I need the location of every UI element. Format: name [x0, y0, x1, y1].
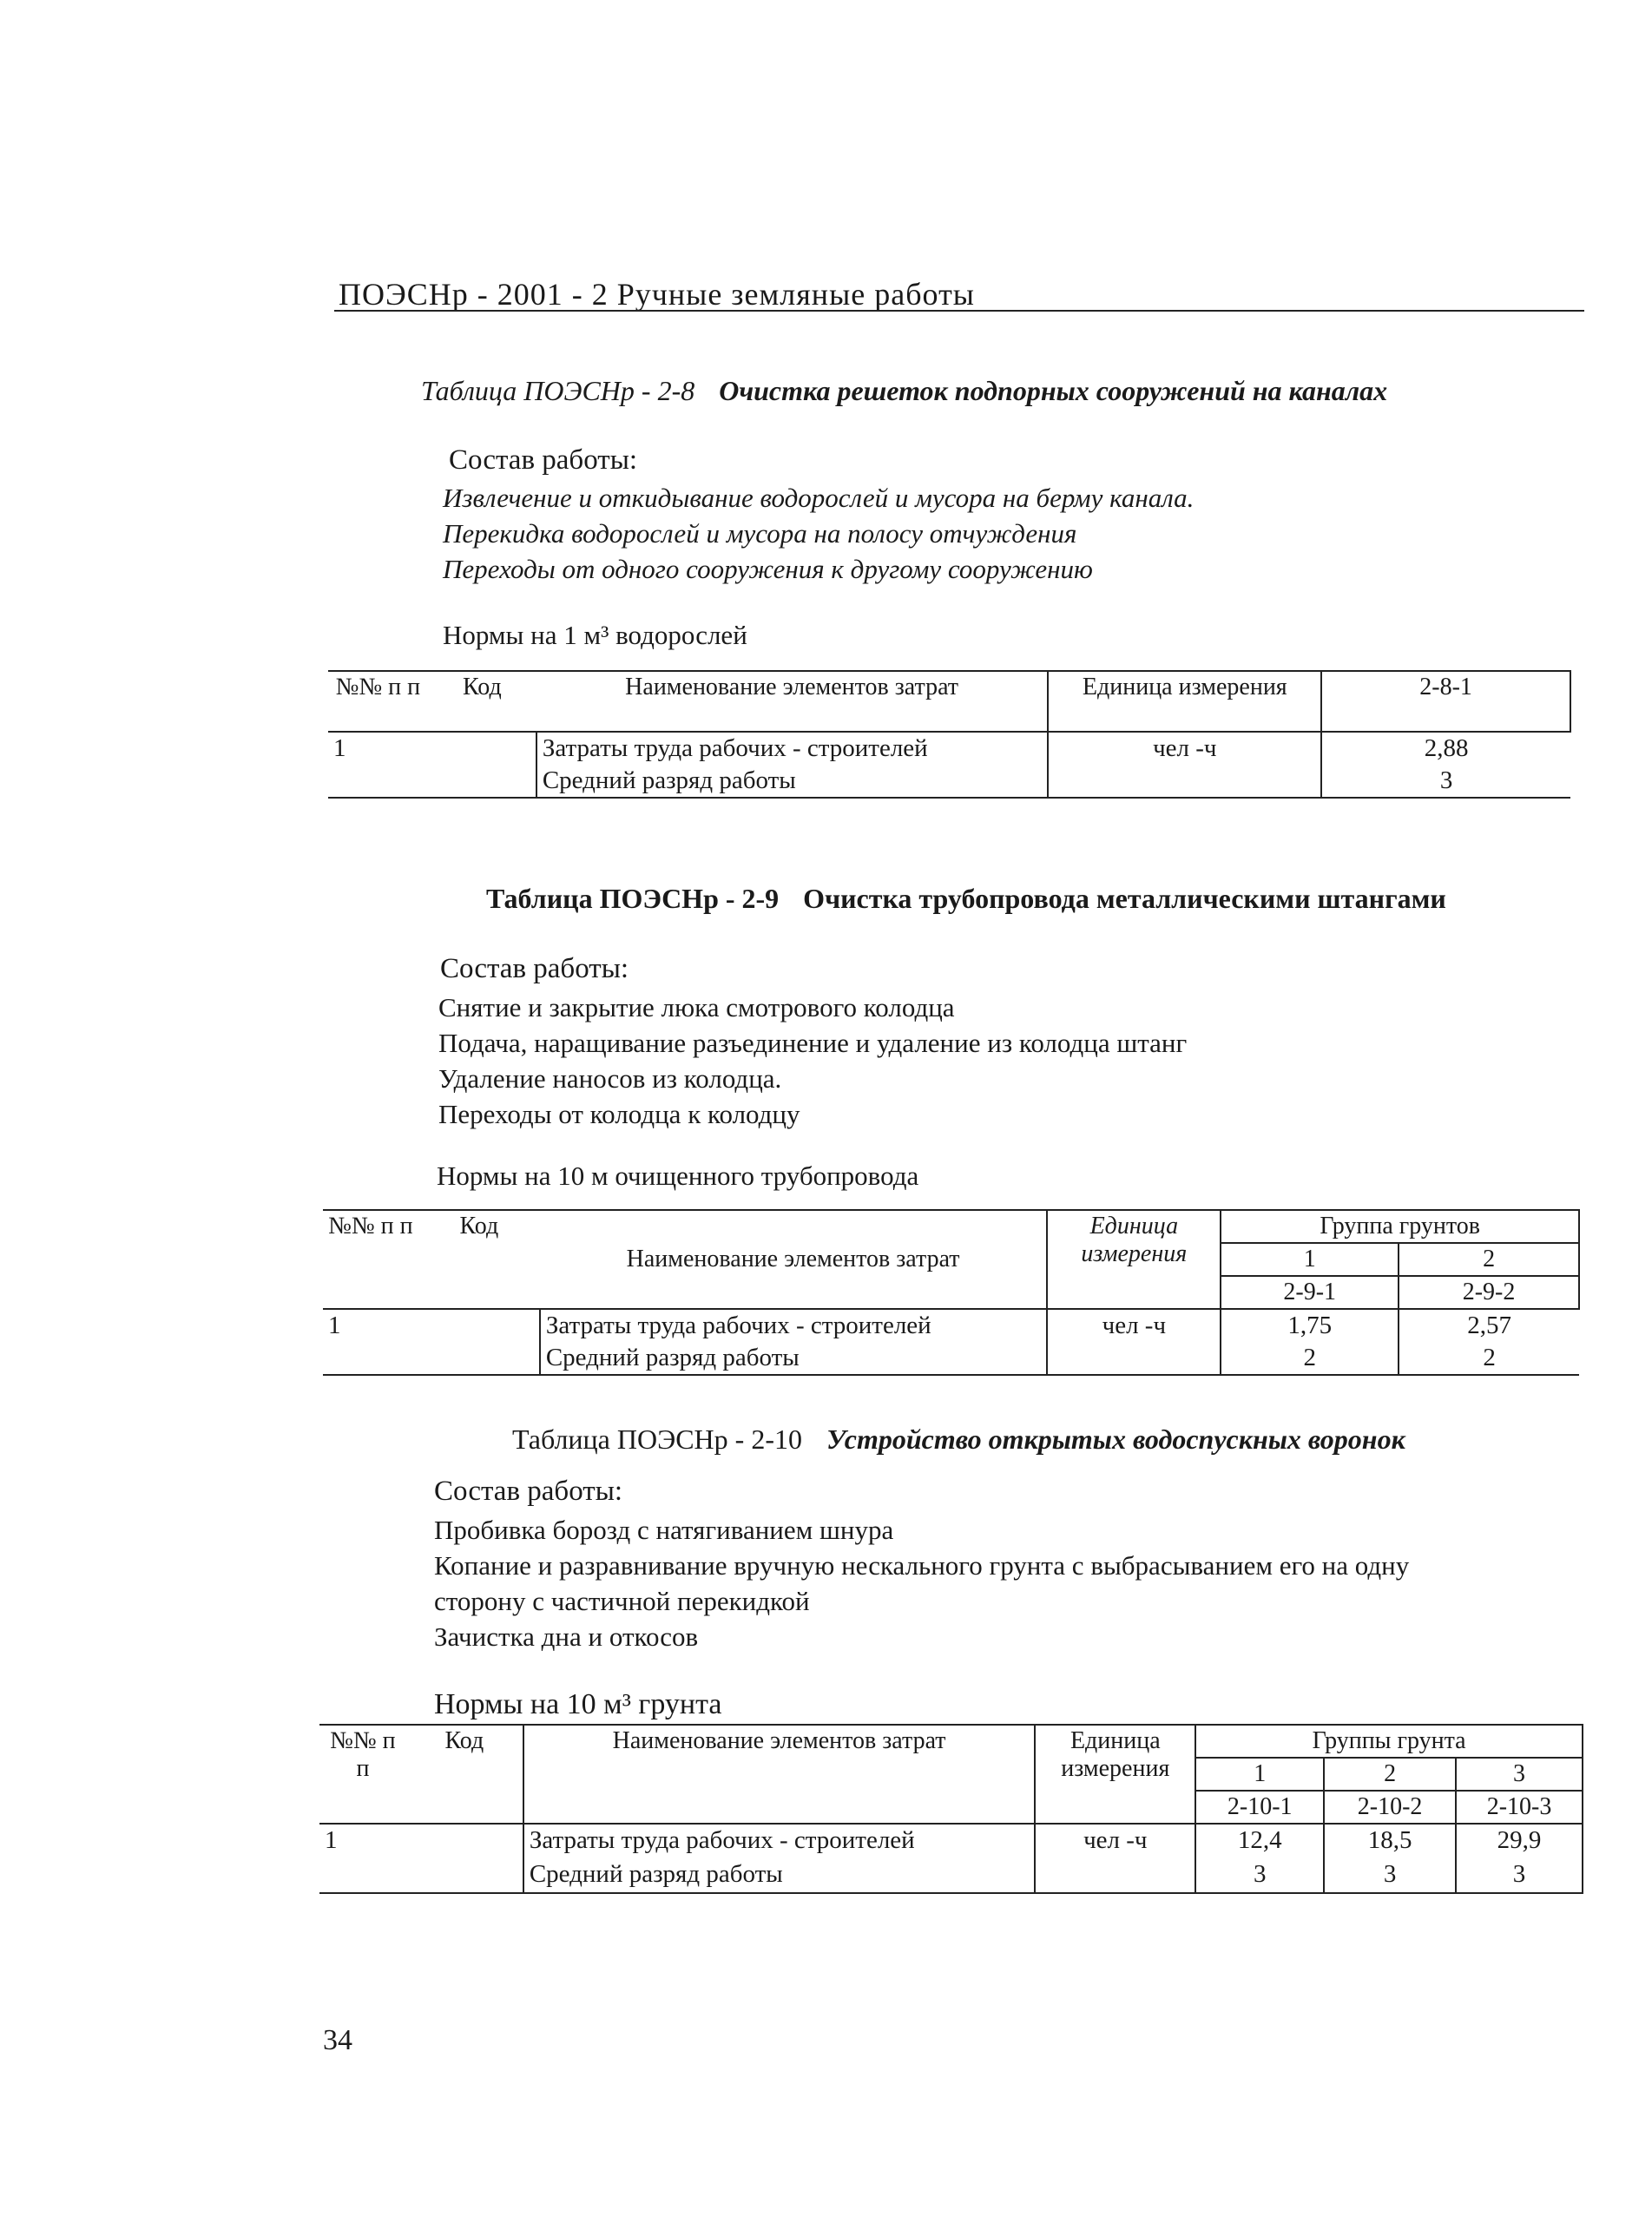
- page-header: ПОЭСНр - 2001 - 2 Ручные земляные работы: [339, 277, 975, 312]
- composition-item: Пробивка борозд с натягиванием шнура: [434, 1515, 894, 1545]
- row-num: [319, 1858, 406, 1893]
- table-2-9-caption: [486, 883, 1446, 915]
- col-group-2: 2: [1324, 1758, 1456, 1791]
- composition-item: Переходы от колодца к колодцу: [438, 1099, 800, 1129]
- composition-list: [434, 1512, 1409, 1654]
- row-value: 3: [1324, 1858, 1456, 1893]
- composition-title: Состав работы:: [440, 953, 629, 984]
- composition-item: сторону с частичной перекидкой: [434, 1586, 810, 1616]
- row-value: 2,57: [1399, 1309, 1579, 1342]
- composition-item: Перекидка водорослей и мусора на полосу отчуждения: [443, 518, 1077, 549]
- composition-title: Состав работы:: [434, 1476, 623, 1507]
- row-name: Затраты труда рабочих - строителей: [536, 732, 1049, 765]
- table-2-10-caption: [512, 1424, 1405, 1456]
- row-name: Затраты труда рабочих - строителей: [540, 1309, 1048, 1342]
- table-row: [319, 1858, 1583, 1893]
- table-row: [323, 1309, 1579, 1342]
- row-unit: чел -ч: [1035, 1824, 1195, 1858]
- row-unit: [1047, 1342, 1221, 1375]
- row-value: 1,75: [1221, 1309, 1399, 1342]
- row-code: [428, 732, 536, 765]
- composition-item: Копание и разравнивание вручную нескального грунта с выбрасыванием его на одну: [434, 1550, 1410, 1581]
- col-group-1: 1: [1221, 1243, 1399, 1276]
- row-num: [323, 1342, 418, 1375]
- col-code-header: Код: [418, 1210, 540, 1309]
- col-code-2: 2-9-2: [1399, 1276, 1579, 1309]
- row-value: 3: [1321, 765, 1570, 798]
- col-unit-header: Единица измерения: [1047, 1210, 1221, 1309]
- row-code: [418, 1309, 540, 1342]
- table-row: [319, 1824, 1583, 1858]
- row-code: [406, 1824, 523, 1858]
- row-unit: [1035, 1858, 1195, 1893]
- row-value: 29,9: [1456, 1824, 1583, 1858]
- composition-item: Снятие и закрытие люка смотрового колодца: [438, 992, 955, 1022]
- col-unit-header: Единица измерения: [1035, 1725, 1195, 1824]
- row-num: [328, 765, 428, 798]
- col-group-header: Группа грунтов: [1221, 1210, 1579, 1243]
- row-code: [406, 1858, 523, 1893]
- row-value: 3: [1195, 1858, 1324, 1893]
- row-value: 18,5: [1324, 1824, 1456, 1858]
- row-code: [418, 1342, 540, 1375]
- col-unit-header: Единица измерения: [1048, 671, 1321, 732]
- table-2-8: [328, 670, 1571, 799]
- col-num-header: №№ п п: [328, 671, 428, 732]
- composition-item: Извлечение и откидывание водорослей и мусора на берму канала.: [443, 483, 1195, 513]
- row-num: 1: [333, 734, 346, 762]
- row-name: Средний разряд работы: [536, 765, 1049, 798]
- col-group-header: Группы грунта: [1195, 1725, 1583, 1758]
- col-code-header: Код: [406, 1725, 523, 1824]
- col-group-2: 2: [1399, 1243, 1579, 1276]
- composition-list: [438, 990, 1187, 1132]
- table-row: [328, 732, 1570, 765]
- table-label: Таблица ПОЭСНр - 2-10: [512, 1424, 802, 1455]
- row-name: Средний разряд работы: [523, 1858, 1036, 1893]
- row-value: 2,88: [1321, 732, 1570, 765]
- row-code: [428, 765, 536, 798]
- composition-item: Подача, наращивание разъединение и удаление из колодца штанг: [438, 1028, 1188, 1058]
- col-group-1: 1: [1195, 1758, 1324, 1791]
- row-name: Затраты труда рабочих - строителей: [523, 1824, 1036, 1858]
- table-label: Таблица ПОЭСНр - 2-8: [421, 375, 695, 406]
- table-2-8-caption: [421, 375, 1387, 407]
- row-unit: [1048, 765, 1321, 798]
- row-value: 2: [1221, 1342, 1399, 1375]
- col-name-header: Наименование элементов затрат: [523, 1725, 1036, 1824]
- col-num-header: №№ п п: [323, 1210, 418, 1309]
- composition-item: Переходы от одного сооружения к другому сооружению: [443, 554, 1093, 584]
- col-code-1: 2-10-1: [1195, 1791, 1324, 1824]
- composition-list: [443, 480, 1194, 587]
- row-num: 1: [328, 1312, 341, 1339]
- norm-note: Нормы на 1 м³ водорослей: [443, 620, 747, 650]
- table-row: [323, 1342, 1579, 1375]
- table-title: Очистка трубопровода металлическими штангами: [803, 883, 1446, 914]
- col-value-header: 2-8-1: [1321, 671, 1570, 732]
- row-name: Средний разряд работы: [540, 1342, 1048, 1375]
- col-num-header: №№ п п: [319, 1725, 406, 1824]
- composition-title: Состав работы:: [449, 444, 638, 476]
- row-value: 2: [1399, 1342, 1579, 1375]
- row-unit: чел -ч: [1047, 1309, 1221, 1342]
- table-2-9: [323, 1209, 1580, 1376]
- col-code-3: 2-10-3: [1456, 1791, 1583, 1824]
- row-unit: чел -ч: [1048, 732, 1321, 765]
- col-code-2: 2-10-2: [1324, 1791, 1456, 1824]
- col-group-3: 3: [1456, 1758, 1583, 1791]
- row-value: 12,4: [1195, 1824, 1324, 1858]
- page-number: 34: [323, 2024, 352, 2056]
- row-value: 3: [1456, 1858, 1583, 1893]
- col-name-header: Наименование элементов затрат: [536, 671, 1049, 732]
- col-name-header: Наименование элементов затрат: [540, 1210, 1048, 1309]
- table-2-10: [319, 1724, 1583, 1894]
- table-title: Устройство открытых водоспускных воронок: [826, 1424, 1405, 1455]
- composition-item: Зачистка дна и откосов: [434, 1621, 699, 1652]
- col-code-header: Код: [428, 671, 536, 732]
- header-rule: [334, 310, 1584, 312]
- table-label: Таблица ПОЭСНр - 2-9: [486, 883, 780, 914]
- table-row: [328, 765, 1570, 798]
- row-num: 1: [325, 1826, 338, 1854]
- table-title: Очистка решеток подпорных сооружений на каналах: [719, 375, 1388, 406]
- norm-note: Нормы на 10 м³ грунта: [434, 1688, 722, 1720]
- composition-item: Удаление наносов из колодца.: [438, 1063, 782, 1094]
- col-code-1: 2-9-1: [1221, 1276, 1399, 1309]
- norm-note: Нормы на 10 м очищенного трубопровода: [437, 1161, 919, 1191]
